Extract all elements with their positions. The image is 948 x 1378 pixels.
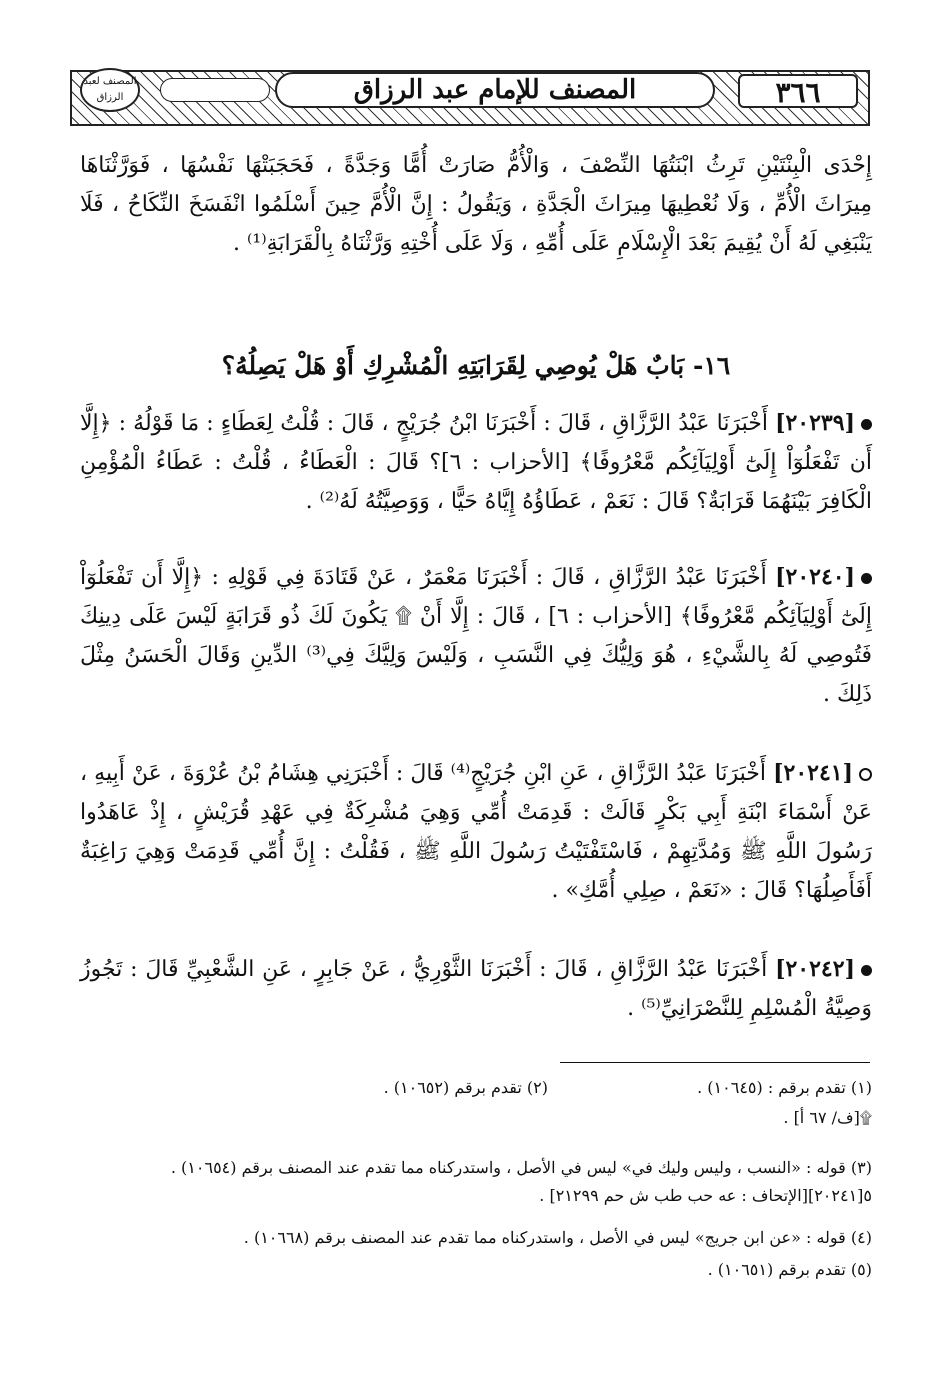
hadith-text: أَخْبَرَنَا عَبْدُ الرَّزَّاقِ ، قَالَ : أَخْبَرَنَا الثَّوْرِيُّ ، عَنْ جَابِرٍ ، عَنِ الشَّعْبِيِّ قَالَ : تَجُوزُ وَصِيَّةُ الْمُسْلِمِ لِلنَّصْرَانِيِّ⁽⁵⁾ . bbox=[80, 957, 872, 1021]
hadith-entry bbox=[80, 950, 872, 1028]
footnote-3: (٣) قوله : «النسب ، وليس وليك في» ليس في الأصل ، واستدركناه مما تقدم عند المصنف برقم (١٠٦٥٤) . bbox=[170, 1158, 872, 1177]
footnote-1: (١) تقدم برقم : (١٠٦٤٥) . bbox=[697, 1078, 872, 1097]
book-seal-emblem bbox=[80, 68, 140, 112]
hadith-number: [٢٠٢٣٩] bbox=[775, 410, 855, 436]
footnote-5: (٥) تقدم برقم (١٠٦٥١) . bbox=[707, 1260, 872, 1279]
footnote-ithaf: ٥[٢٠٢٤١][الإتحاف : عه حب طب ش حم ٢١٢٩٩] . bbox=[539, 1186, 872, 1205]
seal-text: المصنف لعبد الرزاق bbox=[83, 76, 137, 103]
page-header bbox=[70, 62, 870, 134]
bullet-dot-icon bbox=[861, 573, 872, 584]
bullet-ring-icon bbox=[859, 768, 872, 781]
hadith-entry bbox=[80, 558, 872, 714]
chapter-heading: ١٦- بَابٌ هَلْ يُوصِي لِقَرَابَتِهِ الْمُشْرِكِ أَوْ هَلْ يَصِلُهُ؟ bbox=[221, 351, 731, 380]
opening-paragraph: إِحْدَى الْبِنْتَيْنِ تَرِثُ ابْنَتُهَا النِّصْفَ ، وَالْأُمُّ صَارَتْ أُمًّا وَجَدَّةً ، فَحَجَبَتْهَا نَفْسُهَا ، فَوَرَّثْنَاهَا مِيرَاثَ الْأُمِّ ، وَلَا نُعْطِيهَا مِيرَاثَ الْجَدَّةِ ، وَيَقُولُ : إِنَّ الْأُمَّ حِينَ أَسْلَمُوا انْفَسَخَ النِّكَاحُ ، فَلَا يَنْبَغِي لَهُ أَنْ يُقِيمَ بَعْدَ الْإِسْلَامِ عَلَى أُمِّهِ ، وَلَا عَلَى أُخْتِهِ وَرَّثْنَاهُ بِالْقَرَابَةِ⁽¹⁾ . bbox=[80, 153, 872, 256]
hadith-entry bbox=[80, 404, 872, 521]
footnote-4: (٤) قوله : «عن ابن جريج» ليس في الأصل ، واستدركناه مما تقدم عند المصنف برقم (١٠٦٦٨) . bbox=[243, 1228, 872, 1247]
footnote-divider bbox=[560, 1062, 870, 1063]
hadith-number: [٢٠٢٤٠] bbox=[775, 564, 856, 590]
running-title: المصنف للإمام عبد الرزاق bbox=[353, 75, 637, 105]
bullet-dot-icon bbox=[861, 965, 872, 976]
footnote-2: (٢) تقدم برقم (١٠٦٥٢) . bbox=[383, 1078, 548, 1097]
hadith-text: أَخْبَرَنَا عَبْدُ الرَّزَّاقِ ، قَالَ : أَخْبَرَنَا ابْنُ جُرَيْجٍ ، قَالَ : قُلْتُ لِعَطَاءٍ : مَا قَوْلُهُ : ﴿إِلَّا أَن تَفْعَلُوٓاْ إِلَىٰٓ أَوْلِيَآئِكُم مَّعْرُوفًا﴾ [الأحزاب : ٦]؟ قَالَ : الْعَطَاءُ ، قُلْتُ : عَطَاءُ الْمُؤْمِنِ الْكَافِرَ بَيْنَهُمَا قَرَابَةٌ؟ قَالَ : نَعَمْ ، عَطَاؤُهُ إِيَّاهُ حَيًّا ، وَوَصِيَّتُهُ لَهُ⁽²⁾ . bbox=[80, 411, 872, 514]
ornament-cartouche-left bbox=[160, 78, 270, 102]
bullet-dot-icon bbox=[861, 419, 872, 430]
hadith-text: أَخْبَرَنَا عَبْدُ الرَّزَّاقِ ، عَنِ ابْنِ جُرَيْجٍ⁽⁴⁾ قَالَ : أَخْبَرَنِي هِشَامُ بْنُ عُرْوَةَ ، عَنْ أَبِيهِ ، عَنْ أَسْمَاءَ ابْنَةِ أَبِي بَكْرٍ قَالَتْ : قَدِمَتْ أُمِّي وَهِيَ مُشْرِكَةٌ فِي عَهْدِ قُرَيْشٍ ، إِذْ عَاهَدُوا رَسُولَ اللَّهِ ﷺ وَمُدَّتِهِمْ ، فَاسْتَفْتَيْتُ رَسُولَ اللَّهِ ﷺ ، فَقُلْتُ : إِنَّ أُمِّي قَدِمَتْ وَهِيَ رَاغِبَةٌ أَفَأَصِلُهَا؟ قَالَ : «نَعَمْ ، صِلِي أُمَّكِ» . bbox=[80, 761, 872, 903]
hadith-text: أَخْبَرَنَا عَبْدُ الرَّزَّاقِ ، قَالَ : أَخْبَرَنَا مَعْمَرٌ ، عَنْ قَتَادَةَ فِي قَوْلِهِ : ﴿إِلَّا أَن تَفْعَلُوٓاْ إِلَىٰٓ أَوْلِيَآئِكُم مَّعْرُوفًا﴾ [الأحزاب : ٦] ، قَالَ : إِلَّا أَنْ ۩ يَكُونَ لَكَ ذُو قَرَابَةٍ لَيْسَ عَلَى دِينِكَ فَتُوصِي لَهُ بِالشَّيْءِ ، هُوَ وَلِيُّكَ فِي النَّسَبِ ، وَلَيْسَ وَلِيَّكَ فِي⁽³⁾ الدِّينِ وَقَالَ الْحَسَنُ مِثْلَ ذَلِكَ . bbox=[80, 565, 872, 707]
hadith-number: [٢٠٢٤٢] bbox=[775, 956, 855, 982]
hadith-number: [٢٠٢٤١] bbox=[773, 760, 854, 786]
page-number: ٣٦٦ bbox=[738, 74, 858, 108]
footnote-manuscript-mark: ۩[ف/ ٦٧ أ] . bbox=[783, 1108, 872, 1127]
hadith-entry bbox=[80, 754, 872, 910]
